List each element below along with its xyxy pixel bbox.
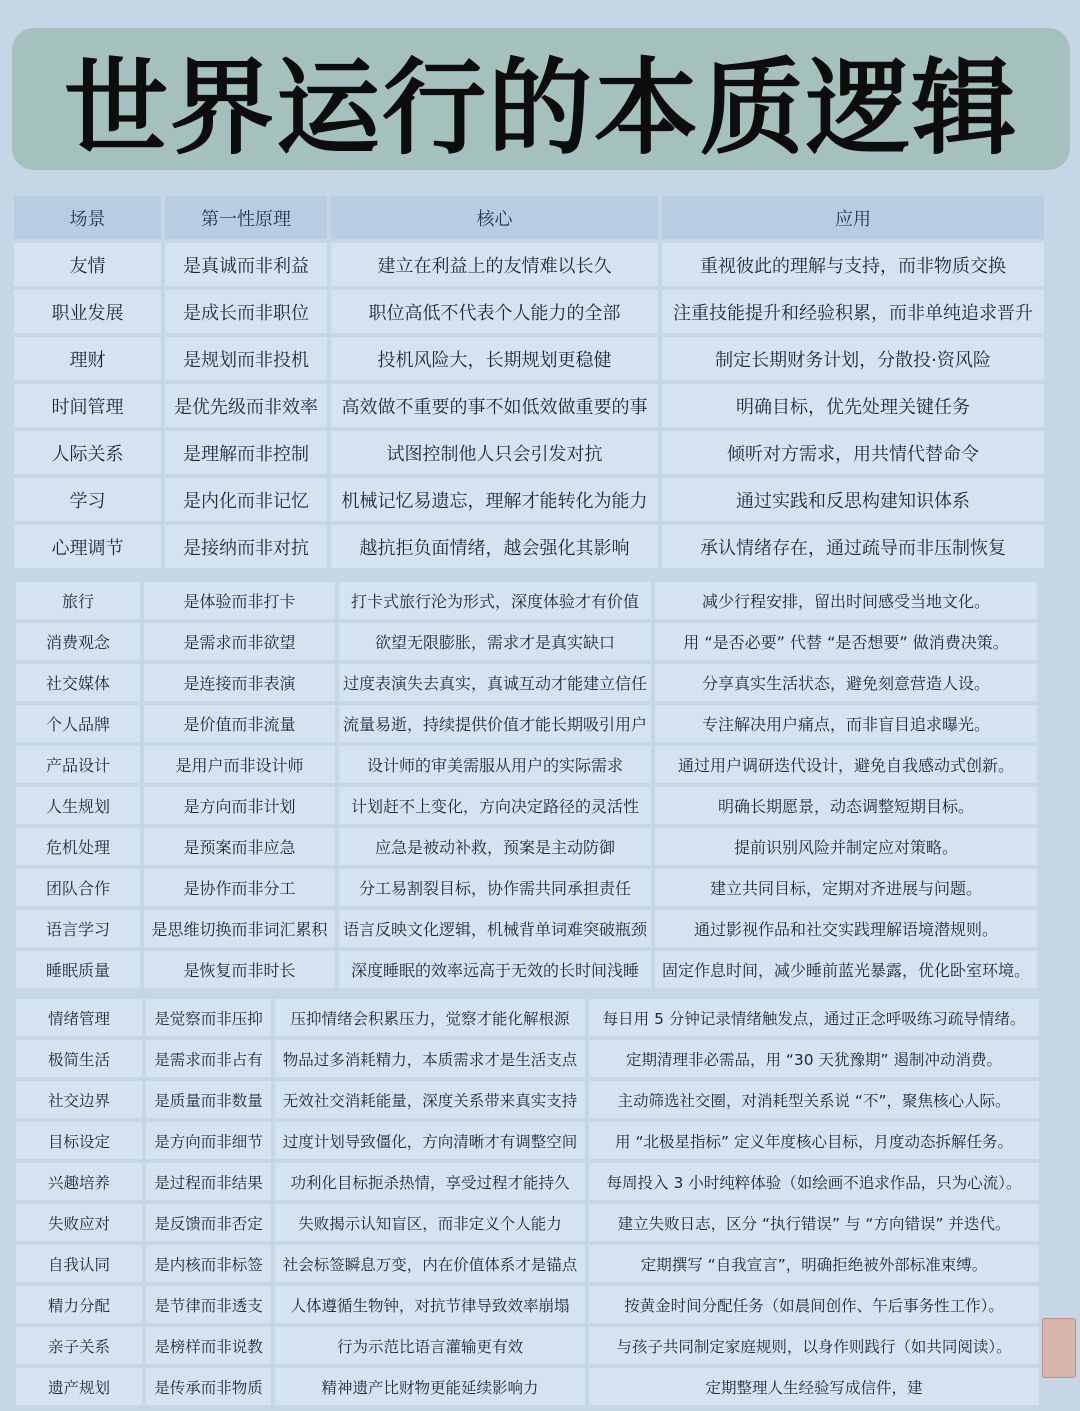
cell-scene: 极简生活 [16,1040,142,1077]
cell-scene: 理财 [14,337,161,380]
cell-scene: 学习 [14,478,161,521]
cell-application: 明确目标，优先处理关键任务 [662,384,1044,427]
cell-core: 压抑情绪会积累压力，觉察才能化解根源 [275,999,585,1036]
page-title: 世界运行的本质逻辑 [63,47,1018,169]
cell-application: 承认情绪存在，通过疏导而非压制恢复 [662,525,1044,568]
cell-principle: 是觉察而非压抑 [146,999,271,1036]
seal-badge-icon [1042,1318,1076,1378]
table-row [14,525,1044,568]
cell-core: 行为示范比语言灌输更有效 [275,1327,585,1364]
cell-application: 专注解决用户痛点，而非盲目追求曝光。 [655,705,1037,742]
table-row [16,1081,1039,1118]
cell-core: 语言反映文化逻辑，机械背单词难突破瓶颈 [339,910,651,947]
cell-scene: 兴趣培养 [16,1163,142,1200]
header-core: 核心 [331,196,658,239]
table-row [16,746,1037,783]
cell-core: 投机风险大，长期规划更稳健 [331,337,658,380]
table-row [16,1245,1039,1282]
cell-application: 用 “是否必要” 代替 “是否想要” 做消费决策。 [655,623,1037,660]
cell-principle: 是规划而非投机 [165,337,327,380]
cell-scene: 产品设计 [16,746,140,783]
cell-core: 流量易逝，持续提供价值才能长期吸引用户 [339,705,651,742]
cell-core: 物品过多消耗精力，本质需求才是生活支点 [275,1040,585,1077]
cell-application: 用 “北极星指标” 定义年度核心目标，月度动态拆解任务。 [589,1122,1039,1159]
cell-scene: 精力分配 [16,1286,142,1323]
cell-application: 通过影视作品和社交实践理解语境潜规则。 [655,910,1037,947]
cell-core: 高效做不重要的事不如低效做重要的事 [331,384,658,427]
cell-application: 倾听对方需求，用共情代替命令 [662,431,1044,474]
cell-scene: 情绪管理 [16,999,142,1036]
cell-core: 无效社交消耗能量，深度关系带来真实支持 [275,1081,585,1118]
table-row [16,1204,1039,1241]
table-row [16,664,1037,701]
cell-core: 越抗拒负面情绪，越会强化其影响 [331,525,658,568]
cell-application: 固定作息时间，减少睡前蓝光暴露，优化卧室环境。 [655,951,1037,988]
cell-principle: 是连接而非表演 [144,664,335,701]
table-row [14,290,1044,333]
table-section-2 [12,578,1041,992]
cell-principle: 是方向而非计划 [144,787,335,824]
cell-core: 职位高低不代表个人能力的全部 [331,290,658,333]
cell-application: 制定长期财务计划，分散投·资风险 [662,337,1044,380]
cell-core: 试图控制他人只会引发对抗 [331,431,658,474]
cell-core: 精神遗产比财物更能延续影响力 [275,1368,585,1405]
cell-scene: 自我认同 [16,1245,142,1282]
cell-scene: 目标设定 [16,1122,142,1159]
cell-scene: 时间管理 [14,384,161,427]
cell-scene: 遗产规划 [16,1368,142,1405]
cell-scene: 职业发展 [14,290,161,333]
cell-application: 建立共同目标，定期对齐进展与问题。 [655,869,1037,906]
cell-application: 通过用户调研迭代设计，避免自我感动式创新。 [655,746,1037,783]
table-section-3 [12,995,1043,1409]
cell-scene: 亲子关系 [16,1327,142,1364]
cell-scene: 团队合作 [16,869,140,906]
table-row [16,828,1037,865]
table-row [14,243,1044,286]
table-row [16,582,1037,619]
cell-application: 定期清理非必需品，用 “30 天犹豫期” 遏制冲动消费。 [589,1040,1039,1077]
table-row [16,1163,1039,1200]
table-row [16,705,1037,742]
cell-principle: 是恢复而非时长 [144,951,335,988]
cell-principle: 是价值而非流量 [144,705,335,742]
cell-principle: 是内化而非记忆 [165,478,327,521]
cell-principle: 是体验而非打卡 [144,582,335,619]
table-header-row [14,196,1044,239]
table-row [16,999,1039,1036]
header-principle: 第一性原理 [165,196,327,239]
cell-application: 明确长期愿景，动态调整短期目标。 [655,787,1037,824]
table-row [14,478,1044,521]
table-row [16,910,1037,947]
cell-principle: 是质量而非数量 [146,1081,271,1118]
cell-core: 计划赶不上变化，方向决定路径的灵活性 [339,787,651,824]
cell-principle: 是需求而非占有 [146,1040,271,1077]
cell-core: 欲望无限膨胀，需求才是真实缺口 [339,623,651,660]
cell-scene: 个人品牌 [16,705,140,742]
table-row [16,869,1037,906]
title-banner [12,28,1070,170]
cell-principle: 是节律而非透支 [146,1286,271,1323]
cell-scene: 失败应对 [16,1204,142,1241]
cell-principle: 是真诚而非利益 [165,243,327,286]
cell-application: 减少行程安排，留出时间感受当地文化。 [655,582,1037,619]
cell-core: 失败揭示认知盲区，而非定义个人能力 [275,1204,585,1241]
cell-scene: 危机处理 [16,828,140,865]
cell-principle: 是优先级而非效率 [165,384,327,427]
cell-principle: 是过程而非结果 [146,1163,271,1200]
cell-principle: 是理解而非控制 [165,431,327,474]
cell-application: 每日用 5 分钟记录情绪触发点，通过正念呼吸练习疏导情绪。 [589,999,1039,1036]
cell-application: 重视彼此的理解与支持，而非物质交换 [662,243,1044,286]
table-row [16,787,1037,824]
cell-principle: 是内核而非标签 [146,1245,271,1282]
cell-principle: 是协作而非分工 [144,869,335,906]
cell-principle: 是方向而非细节 [146,1122,271,1159]
cell-scene: 语言学习 [16,910,140,947]
cell-core: 应急是被动补救，预案是主动防御 [339,828,651,865]
cell-application: 按黄金时间分配任务（如晨间创作、午后事务性工作）。 [589,1286,1039,1323]
cell-principle: 是预案而非应急 [144,828,335,865]
table-section-1 [10,192,1048,572]
cell-scene: 消费观念 [16,623,140,660]
cell-scene: 人际关系 [14,431,161,474]
cell-core: 打卡式旅行沦为形式，深度体验才有价值 [339,582,651,619]
cell-application: 提前识别风险并制定应对策略。 [655,828,1037,865]
cell-principle: 是接纳而非对抗 [165,525,327,568]
cell-application: 定期整理人生经验写成信件，建 [589,1368,1039,1405]
cell-principle: 是思维切换而非词汇累积 [144,910,335,947]
cell-core: 建立在利益上的友情难以长久 [331,243,658,286]
table-row [14,384,1044,427]
cell-scene: 社交媒体 [16,664,140,701]
cell-principle: 是需求而非欲望 [144,623,335,660]
cell-application: 注重技能提升和经验积累，而非单纯追求晋升 [662,290,1044,333]
header-scene: 场景 [14,196,161,239]
cell-core: 过度表演失去真实，真诚互动才能建立信任 [339,664,651,701]
table-row [14,337,1044,380]
table-row [16,1368,1039,1405]
cell-scene: 旅行 [16,582,140,619]
cell-scene: 社交边界 [16,1081,142,1118]
cell-scene: 友情 [14,243,161,286]
cell-scene: 心理调节 [14,525,161,568]
cell-core: 机械记忆易遗忘，理解才能转化为能力 [331,478,658,521]
cell-core: 社会标签瞬息万变，内在价值体系才是锚点 [275,1245,585,1282]
cell-scene: 睡眠质量 [16,951,140,988]
cell-core: 分工易割裂目标，协作需共同承担责任 [339,869,651,906]
table-row [16,1040,1039,1077]
table-row [16,1122,1039,1159]
cell-application: 主动筛选社交圈，对消耗型关系说 “不”，聚焦核心人际。 [589,1081,1039,1118]
cell-core: 人体遵循生物钟，对抗节律导致效率崩塌 [275,1286,585,1323]
cell-application: 建立失败日志，区分 “执行错误” 与 “方向错误” 并迭代。 [589,1204,1039,1241]
table-row [16,951,1037,988]
cell-application: 通过实践和反思构建知识体系 [662,478,1044,521]
cell-principle: 是传承而非物质 [146,1368,271,1405]
cell-core: 过度计划导致僵化，方向清晰才有调整空间 [275,1122,585,1159]
cell-core: 功利化目标扼杀热情，享受过程才能持久 [275,1163,585,1200]
cell-scene: 人生规划 [16,787,140,824]
table-row [16,1327,1039,1364]
table-row [16,623,1037,660]
table-row [16,1286,1039,1323]
header-application: 应用 [662,196,1044,239]
cell-application: 与孩子共同制定家庭规则，以身作则践行（如共同阅读）。 [589,1327,1039,1364]
table-row [14,431,1044,474]
cell-principle: 是成长而非职位 [165,290,327,333]
cell-application: 每周投入 3 小时纯粹体验（如绘画不追求作品，只为心流）。 [589,1163,1039,1200]
cell-application: 分享真实生活状态，避免刻意营造人设。 [655,664,1037,701]
cell-application: 定期撰写 “自我宣言”，明确拒绝被外部标准束缚。 [589,1245,1039,1282]
cell-principle: 是反馈而非否定 [146,1204,271,1241]
cell-principle: 是用户而非设计师 [144,746,335,783]
cell-principle: 是榜样而非说教 [146,1327,271,1364]
cell-core: 设计师的审美需服从用户的实际需求 [339,746,651,783]
cell-core: 深度睡眠的效率远高于无效的长时间浅睡 [339,951,651,988]
